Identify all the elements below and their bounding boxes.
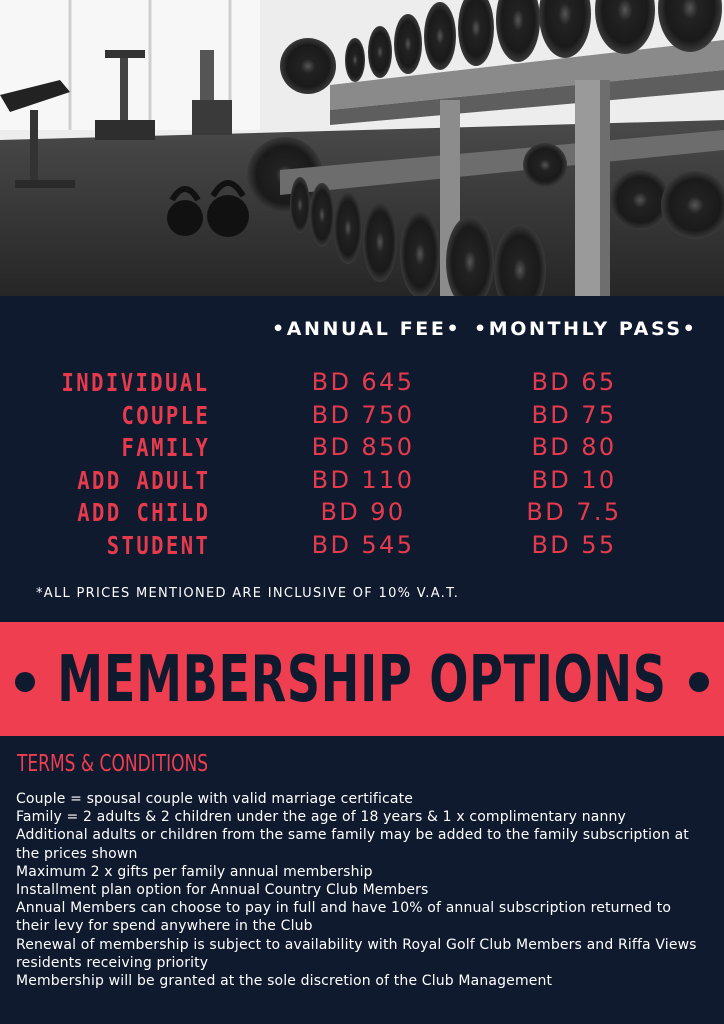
- membership-banner: [0, 622, 724, 736]
- monthly-pass-header: •MONTHLY PASS•: [474, 318, 698, 340]
- price-row-couple: [0, 401, 724, 434]
- annual-price: BD 545: [311, 530, 415, 559]
- terms-item: Maximum 2 x gifts per family annual membership: [16, 863, 373, 880]
- banner-title: MEMBERSHIP OPTIONS: [57, 643, 667, 717]
- terms-list: [16, 790, 706, 990]
- terms-item: Annual Members can choose to pay in full and have 10% of annual subscription returned to their levy for spend anywhere in the Club: [16, 900, 672, 935]
- gym-photo: [0, 0, 724, 296]
- terms-title: TERMS & CONDITIONS: [17, 751, 209, 777]
- terms-item: Installment plan option for Annual Country Club Members: [16, 882, 429, 899]
- price-row-individual: [0, 368, 724, 401]
- monthly-price: BD 7.5: [526, 498, 622, 527]
- price-row-add-child: [0, 498, 724, 531]
- category-label: INDIVIDUAL: [61, 368, 210, 397]
- monthly-price: BD 65: [531, 368, 617, 396]
- price-table-header: [0, 318, 724, 348]
- price-table: [0, 368, 724, 564]
- terms-item: Membership will be granted at the sole discretion of the Club Management: [16, 973, 553, 990]
- annual-price: BD 850: [311, 433, 415, 462]
- price-row-add-adult: [0, 466, 724, 499]
- gym-dumbbell-rack-photo-icon: [0, 0, 724, 296]
- annual-fee-header: •ANNUAL FEE•: [272, 318, 462, 340]
- monthly-price: BD 75: [531, 400, 617, 429]
- terms-item: Couple = spousal couple with valid marriage certificate: [16, 791, 413, 807]
- annual-price: BD 110: [311, 465, 415, 494]
- price-row-family: [0, 433, 724, 466]
- annual-price: BD 750: [311, 400, 415, 429]
- annual-price: BD 90: [320, 498, 406, 527]
- category-label: STUDENT: [106, 530, 210, 560]
- price-row-student: [0, 531, 724, 564]
- category-label: COUPLE: [121, 400, 210, 430]
- vat-note: *ALL PRICES MENTIONED ARE INCLUSIVE OF 10% V.A.T.: [36, 586, 460, 601]
- terms-item: Family = 2 adults & 2 children under the age of 18 years & 1 x complimentary nanny: [16, 809, 626, 826]
- bullet-dot-icon: [15, 672, 35, 692]
- category-label: ADD ADULT: [76, 465, 210, 495]
- terms-item: Renewal of membership is subject to availability with Royal Golf Club Members and Riffa Views residents receiving priority: [16, 936, 697, 971]
- monthly-price: BD 80: [531, 433, 617, 462]
- monthly-price: BD 10: [531, 465, 617, 494]
- terms-item: Additional adults or children from the same family may be added to the family subscription at the prices shown: [16, 827, 689, 862]
- monthly-price: BD 55: [531, 530, 617, 559]
- annual-price: BD 645: [311, 368, 415, 396]
- category-label: FAMILY: [121, 433, 210, 463]
- category-label: ADD CHILD: [76, 498, 210, 528]
- bullet-dot-icon: [689, 672, 709, 692]
